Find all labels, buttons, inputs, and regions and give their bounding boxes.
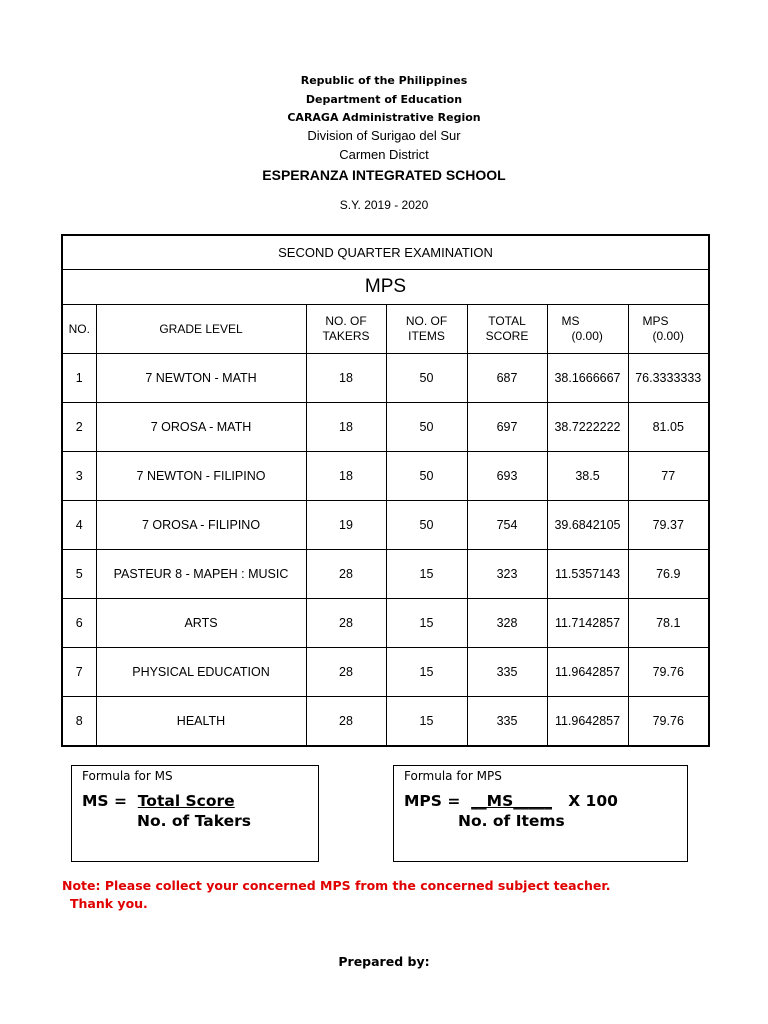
cell-takers: 28 (306, 599, 386, 648)
cell-items: 50 (386, 452, 467, 501)
cell-ms: 11.5357143 (547, 550, 628, 599)
cell-no: 1 (62, 354, 96, 403)
school-year: S.Y. 2019 - 2020 (339, 198, 429, 212)
header-division: Division of Surigao del Sur (307, 128, 461, 143)
cell-ms: 38.5 (547, 452, 628, 501)
cell-no: 7 (62, 648, 96, 697)
col-grade-level: GRADE LEVEL (96, 305, 306, 354)
prepared-by: Prepared by: (338, 954, 430, 969)
cell-takers: 18 (306, 452, 386, 501)
header-region: CARAGA Administrative Region (287, 111, 481, 124)
mps-formula-multiplier: X 100 (568, 792, 618, 810)
note-line-1: Note: Please collect your concerned MPS from the concerned subject teacher. (62, 878, 611, 893)
col-items-line1: NO. OF (405, 314, 448, 328)
cell-mps: 78.1 (628, 599, 709, 648)
cell-takers: 28 (306, 550, 386, 599)
table-title: MPS (62, 270, 709, 305)
cell-ms: 11.7142857 (547, 599, 628, 648)
cell-no: 4 (62, 501, 96, 550)
cell-mps: 77 (628, 452, 709, 501)
cell-takers: 28 (306, 697, 386, 747)
col-ms (547, 305, 628, 354)
table-row (62, 599, 709, 648)
cell-no: 6 (62, 599, 96, 648)
cell-items: 15 (386, 648, 467, 697)
header-republic: Republic of the Philippines (300, 74, 468, 87)
mps-formula-denominator: No. of Items (458, 812, 565, 830)
cell-grade-level: PHYSICAL EDUCATION (96, 648, 306, 697)
table-row (62, 403, 709, 452)
table-row (62, 697, 709, 747)
col-takers-line2: TAKERS (322, 329, 370, 343)
cell-ms: 39.6842105 (547, 501, 628, 550)
cell-mps: 76.3333333 (628, 354, 709, 403)
cell-mps: 81.05 (628, 403, 709, 452)
header-department: Department of Education (305, 93, 463, 106)
cell-grade-level: ARTS (96, 599, 306, 648)
cell-grade-level: HEALTH (96, 697, 306, 747)
ms-formula-denominator: No. of Takers (137, 812, 252, 830)
cell-no: 2 (62, 403, 96, 452)
mps-formula-lhs: MPS = (404, 792, 466, 810)
exam-title: SECOND QUARTER EXAMINATION (62, 235, 709, 270)
col-total-score (467, 305, 547, 354)
cell-grade-level: 7 OROSA - FILIPINO (96, 501, 306, 550)
cell-items: 15 (386, 550, 467, 599)
col-ms-line2: (0.00) (571, 329, 603, 343)
col-mps-line1: MPS (642, 314, 669, 328)
cell-total-score: 697 (467, 403, 547, 452)
cell-items: 50 (386, 501, 467, 550)
header-row (62, 305, 709, 354)
collection-note (62, 877, 722, 913)
cell-mps: 76.9 (628, 550, 709, 599)
mps-table (61, 234, 710, 747)
header-district: Carmen District (339, 147, 429, 162)
col-total-line2: SCORE (485, 329, 529, 343)
table-row (62, 648, 709, 697)
col-items-line2: ITEMS (408, 329, 445, 343)
col-takers (306, 305, 386, 354)
mps-formula-caption: Formula for MPS (404, 769, 502, 783)
cell-takers: 28 (306, 648, 386, 697)
table-row (62, 452, 709, 501)
cell-mps: 79.37 (628, 501, 709, 550)
cell-grade-level: 7 OROSA - MATH (96, 403, 306, 452)
mps-formula-box (393, 765, 688, 862)
mps-formula-numerator: __MS_____ (471, 792, 552, 810)
ms-formula-box (71, 765, 319, 862)
cell-grade-level: PASTEUR 8 - MAPEH : MUSIC (96, 550, 306, 599)
mps-formula-line (404, 792, 618, 810)
title-row (62, 270, 709, 305)
cell-ms: 38.1666667 (547, 354, 628, 403)
cell-total-score: 754 (467, 501, 547, 550)
table-row (62, 501, 709, 550)
col-takers-line1: NO. OF (325, 314, 367, 328)
cell-ms: 11.9642857 (547, 697, 628, 747)
col-mps-line2: (0.00) (652, 329, 684, 343)
cell-takers: 18 (306, 354, 386, 403)
cell-ms: 38.7222222 (547, 403, 628, 452)
cell-total-score: 335 (467, 697, 547, 747)
cell-no: 8 (62, 697, 96, 747)
col-no: NO. (62, 305, 96, 354)
note-line-2: Thank you. (70, 896, 148, 911)
table-row (62, 354, 709, 403)
cell-total-score: 323 (467, 550, 547, 599)
cell-ms: 11.9642857 (547, 648, 628, 697)
col-items (386, 305, 467, 354)
cell-mps: 79.76 (628, 648, 709, 697)
cell-items: 50 (386, 354, 467, 403)
ms-formula-numerator: Total Score (137, 792, 235, 810)
cell-no: 5 (62, 550, 96, 599)
col-ms-line1: MS (561, 314, 580, 328)
ms-formula-caption: Formula for MS (82, 769, 173, 783)
exam-row (62, 235, 709, 270)
col-mps (628, 305, 709, 354)
cell-total-score: 693 (467, 452, 547, 501)
cell-items: 15 (386, 599, 467, 648)
cell-takers: 19 (306, 501, 386, 550)
table-row (62, 550, 709, 599)
cell-grade-level: 7 NEWTON - FILIPINO (96, 452, 306, 501)
cell-total-score: 687 (467, 354, 547, 403)
ms-formula-line (82, 792, 235, 810)
cell-items: 50 (386, 403, 467, 452)
cell-takers: 18 (306, 403, 386, 452)
cell-total-score: 335 (467, 648, 547, 697)
cell-items: 15 (386, 697, 467, 747)
cell-total-score: 328 (467, 599, 547, 648)
ms-formula-lhs: MS = (82, 792, 133, 810)
col-total-line1: TOTAL (488, 314, 526, 328)
cell-grade-level: 7 NEWTON - MATH (96, 354, 306, 403)
school-name: ESPERANZA INTEGRATED SCHOOL (262, 167, 506, 183)
cell-mps: 79.76 (628, 697, 709, 747)
cell-no: 3 (62, 452, 96, 501)
